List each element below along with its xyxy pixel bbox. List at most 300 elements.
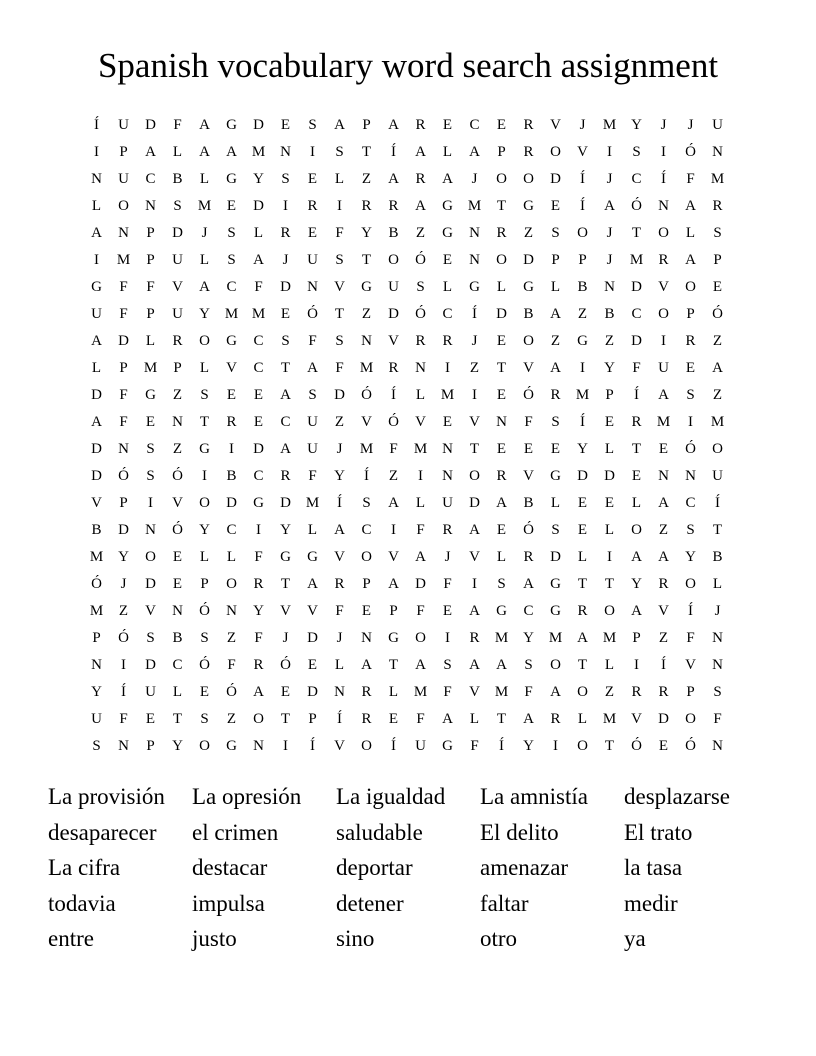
grid-cell[interactable]: L — [334, 657, 345, 673]
grid-cell[interactable]: J — [201, 225, 208, 241]
grid-cell[interactable]: C — [442, 306, 453, 322]
grid-cell[interactable]: Y — [361, 225, 372, 241]
grid-cell[interactable]: Ó — [631, 738, 642, 754]
grid-cell[interactable]: O — [118, 198, 129, 214]
grid-cell[interactable]: U — [91, 711, 102, 727]
grid-cell[interactable]: S — [308, 387, 317, 403]
grid-cell[interactable]: A — [469, 603, 480, 619]
grid-cell[interactable]: M — [224, 306, 239, 322]
grid-cell[interactable]: F — [119, 306, 128, 322]
grid-cell[interactable]: D — [658, 711, 669, 727]
grid-cell[interactable]: D — [145, 576, 156, 592]
grid-cell[interactable]: Y — [604, 360, 615, 376]
grid-cell[interactable]: B — [577, 279, 588, 295]
grid-cell[interactable]: J — [444, 549, 451, 565]
grid-cell[interactable]: N — [226, 603, 237, 619]
grid-cell[interactable]: I — [202, 468, 207, 484]
grid-cell[interactable]: V — [226, 360, 237, 376]
grid-cell[interactable]: G — [577, 333, 588, 349]
grid-cell[interactable]: C — [469, 117, 480, 133]
grid-cell[interactable]: T — [361, 252, 372, 268]
grid-cell[interactable]: L — [199, 171, 210, 187]
grid-cell[interactable]: I — [283, 198, 288, 214]
grid-cell[interactable]: O — [199, 738, 210, 754]
grid-cell[interactable]: A — [280, 387, 291, 403]
grid-cell[interactable]: C — [631, 306, 642, 322]
grid-cell[interactable]: G — [550, 603, 561, 619]
grid-cell[interactable]: A — [442, 171, 453, 187]
grid-cell[interactable]: A — [334, 522, 345, 538]
grid-cell[interactable]: V — [280, 603, 291, 619]
grid-cell[interactable]: G — [442, 738, 453, 754]
grid-cell[interactable]: A — [415, 198, 426, 214]
grid-cell[interactable]: A — [496, 657, 507, 673]
grid-cell[interactable]: P — [578, 252, 587, 268]
grid-cell[interactable]: J — [120, 576, 127, 592]
grid-cell[interactable]: I — [310, 144, 315, 160]
grid-cell[interactable]: F — [227, 657, 236, 673]
grid-cell[interactable]: B — [523, 495, 534, 511]
grid-cell[interactable]: J — [687, 117, 694, 133]
grid-cell[interactable]: F — [119, 279, 128, 295]
grid-cell[interactable]: R — [388, 360, 399, 376]
grid-cell[interactable]: V — [307, 603, 318, 619]
grid-cell[interactable]: D — [496, 306, 507, 322]
grid-cell[interactable]: U — [388, 279, 399, 295]
grid-cell[interactable]: Ó — [685, 738, 696, 754]
grid-cell[interactable]: Ó — [199, 603, 210, 619]
grid-cell[interactable]: G — [469, 279, 480, 295]
grid-cell[interactable]: O — [685, 576, 696, 592]
grid-cell[interactable]: L — [577, 711, 588, 727]
grid-cell[interactable]: N — [361, 630, 372, 646]
grid-cell[interactable]: U — [145, 684, 156, 700]
grid-cell[interactable]: N — [712, 657, 723, 673]
grid-cell[interactable]: Z — [415, 225, 426, 241]
grid-cell[interactable]: Í — [391, 387, 396, 403]
grid-cell[interactable]: E — [496, 441, 507, 457]
grid-cell[interactable]: Z — [577, 306, 588, 322]
grid-cell[interactable]: P — [146, 738, 155, 754]
grid-cell[interactable]: E — [307, 657, 318, 673]
grid-cell[interactable]: T — [577, 576, 588, 592]
grid-cell[interactable]: A — [361, 657, 372, 673]
grid-cell[interactable]: R — [631, 684, 642, 700]
grid-cell[interactable]: R — [307, 198, 318, 214]
grid-cell[interactable]: S — [146, 630, 155, 646]
grid-cell[interactable]: V — [577, 144, 588, 160]
grid-cell[interactable]: F — [335, 225, 344, 241]
grid-cell[interactable]: P — [686, 306, 695, 322]
grid-cell[interactable]: R — [658, 252, 669, 268]
grid-cell[interactable]: M — [629, 252, 644, 268]
grid-cell[interactable]: L — [712, 576, 723, 592]
grid-cell[interactable]: Í — [337, 495, 342, 511]
grid-cell[interactable]: V — [469, 549, 480, 565]
grid-cell[interactable]: F — [254, 630, 263, 646]
grid-cell[interactable]: A — [496, 495, 507, 511]
grid-cell[interactable]: L — [226, 549, 237, 565]
grid-cell[interactable]: E — [685, 360, 696, 376]
grid-cell[interactable]: Ó — [712, 306, 723, 322]
grid-cell[interactable]: D — [145, 657, 156, 673]
grid-cell[interactable]: A — [415, 144, 426, 160]
grid-cell[interactable]: J — [714, 603, 721, 619]
grid-cell[interactable]: R — [415, 333, 426, 349]
grid-cell[interactable]: Z — [226, 630, 237, 646]
grid-cell[interactable]: F — [308, 333, 317, 349]
grid-cell[interactable]: V — [334, 279, 345, 295]
grid-cell[interactable]: A — [712, 360, 723, 376]
grid-cell[interactable]: O — [577, 684, 588, 700]
grid-cell[interactable]: S — [281, 171, 290, 187]
grid-cell[interactable]: R — [550, 711, 561, 727]
grid-cell[interactable]: Z — [226, 711, 237, 727]
grid-cell[interactable]: T — [388, 657, 399, 673]
grid-cell[interactable]: T — [712, 522, 723, 538]
grid-cell[interactable]: M — [413, 684, 428, 700]
grid-cell[interactable]: S — [524, 657, 533, 673]
grid-cell[interactable]: F — [632, 360, 641, 376]
grid-cell[interactable]: E — [199, 684, 210, 700]
grid-cell[interactable]: P — [200, 576, 209, 592]
grid-cell[interactable]: Ó — [280, 657, 291, 673]
grid-cell[interactable]: Y — [118, 549, 129, 565]
grid-cell[interactable]: Í — [715, 495, 720, 511]
grid-cell[interactable]: J — [336, 441, 343, 457]
grid-cell[interactable]: R — [361, 711, 372, 727]
grid-cell[interactable]: Y — [631, 576, 642, 592]
grid-cell[interactable]: U — [415, 738, 426, 754]
grid-cell[interactable]: I — [94, 144, 99, 160]
grid-cell[interactable]: P — [497, 144, 506, 160]
grid-cell[interactable]: F — [254, 549, 263, 565]
grid-cell[interactable]: R — [442, 522, 453, 538]
grid-cell[interactable]: V — [550, 117, 561, 133]
grid-cell[interactable]: U — [658, 360, 669, 376]
grid-cell[interactable]: O — [496, 252, 507, 268]
grid-cell[interactable]: C — [280, 414, 291, 430]
grid-cell[interactable]: O — [253, 711, 264, 727]
grid-cell[interactable]: V — [658, 279, 669, 295]
grid-cell[interactable]: A — [199, 144, 210, 160]
grid-cell[interactable]: P — [119, 144, 128, 160]
grid-cell[interactable]: G — [361, 279, 372, 295]
grid-cell[interactable]: F — [470, 738, 479, 754]
grid-cell[interactable]: J — [606, 171, 613, 187]
grid-cell[interactable]: Ó — [226, 684, 237, 700]
grid-cell[interactable]: R — [172, 333, 183, 349]
grid-cell[interactable]: O — [631, 522, 642, 538]
grid-cell[interactable]: N — [91, 657, 102, 673]
grid-cell[interactable]: D — [280, 279, 291, 295]
grid-cell[interactable]: R — [496, 468, 507, 484]
grid-cell[interactable]: R — [523, 117, 534, 133]
grid-cell[interactable]: A — [388, 117, 399, 133]
grid-cell[interactable]: C — [631, 171, 642, 187]
grid-cell[interactable]: R — [280, 225, 291, 241]
grid-cell[interactable]: I — [391, 522, 396, 538]
grid-cell[interactable]: Z — [604, 684, 615, 700]
grid-cell[interactable]: S — [686, 522, 695, 538]
grid-cell[interactable]: M — [548, 630, 563, 646]
grid-cell[interactable]: V — [469, 684, 480, 700]
grid-cell[interactable]: Ó — [415, 306, 426, 322]
grid-cell[interactable]: R — [226, 414, 237, 430]
grid-cell[interactable]: D — [334, 387, 345, 403]
grid-cell[interactable]: V — [145, 603, 156, 619]
grid-cell[interactable]: V — [361, 414, 372, 430]
grid-cell[interactable]: O — [199, 495, 210, 511]
grid-cell[interactable]: A — [91, 414, 102, 430]
grid-cell[interactable]: F — [119, 414, 128, 430]
grid-cell[interactable]: J — [471, 333, 478, 349]
grid-cell[interactable]: J — [336, 630, 343, 646]
grid-cell[interactable]: C — [361, 522, 372, 538]
grid-cell[interactable]: G — [226, 738, 237, 754]
grid-cell[interactable]: T — [280, 360, 291, 376]
grid-cell[interactable]: A — [334, 117, 345, 133]
grid-cell[interactable]: Í — [580, 198, 585, 214]
grid-cell[interactable]: L — [496, 549, 507, 565]
grid-cell[interactable]: L — [91, 198, 102, 214]
grid-cell[interactable]: Z — [604, 333, 615, 349]
grid-cell[interactable]: T — [496, 360, 507, 376]
grid-cell[interactable]: F — [524, 414, 533, 430]
grid-cell[interactable]: O — [145, 549, 156, 565]
grid-cell[interactable]: A — [469, 144, 480, 160]
grid-cell[interactable]: Y — [253, 171, 264, 187]
grid-cell[interactable]: Ó — [631, 198, 642, 214]
grid-cell[interactable]: G — [550, 576, 561, 592]
grid-cell[interactable]: D — [118, 522, 129, 538]
grid-cell[interactable]: E — [280, 117, 291, 133]
grid-cell[interactable]: L — [577, 549, 588, 565]
grid-cell[interactable]: F — [119, 711, 128, 727]
grid-cell[interactable]: M — [710, 171, 725, 187]
grid-cell[interactable]: U — [118, 117, 129, 133]
grid-cell[interactable]: E — [496, 387, 507, 403]
grid-cell[interactable]: F — [308, 468, 317, 484]
grid-cell[interactable]: P — [389, 603, 398, 619]
grid-cell[interactable]: J — [579, 117, 586, 133]
grid-cell[interactable]: A — [469, 657, 480, 673]
grid-cell[interactable]: N — [172, 414, 183, 430]
grid-cell[interactable]: S — [146, 468, 155, 484]
grid-cell[interactable]: S — [227, 252, 236, 268]
grid-cell[interactable]: E — [307, 225, 318, 241]
grid-cell[interactable]: Z — [334, 414, 345, 430]
grid-cell[interactable]: F — [443, 684, 452, 700]
grid-cell[interactable]: S — [200, 711, 209, 727]
grid-cell[interactable]: R — [361, 684, 372, 700]
grid-cell[interactable]: P — [713, 252, 722, 268]
grid-cell[interactable]: B — [172, 171, 183, 187]
grid-cell[interactable]: G — [307, 549, 318, 565]
grid-cell[interactable]: N — [604, 279, 615, 295]
grid-cell[interactable]: N — [442, 468, 453, 484]
grid-cell[interactable]: P — [605, 387, 614, 403]
grid-cell[interactable]: V — [172, 495, 183, 511]
grid-cell[interactable]: F — [335, 603, 344, 619]
grid-cell[interactable]: B — [172, 630, 183, 646]
grid-cell[interactable]: V — [523, 468, 534, 484]
grid-cell[interactable]: L — [91, 360, 102, 376]
grid-cell[interactable]: D — [604, 468, 615, 484]
grid-cell[interactable]: I — [121, 657, 126, 673]
grid-cell[interactable]: M — [251, 144, 266, 160]
grid-cell[interactable]: D — [307, 630, 318, 646]
grid-cell[interactable]: T — [631, 441, 642, 457]
grid-cell[interactable]: R — [631, 414, 642, 430]
grid-cell[interactable]: S — [551, 522, 560, 538]
grid-cell[interactable]: Ó — [307, 306, 318, 322]
grid-cell[interactable]: Y — [334, 468, 345, 484]
grid-cell[interactable]: S — [92, 738, 101, 754]
grid-cell[interactable]: Z — [712, 333, 723, 349]
grid-cell[interactable]: F — [416, 522, 425, 538]
grid-cell[interactable]: E — [226, 387, 237, 403]
grid-cell[interactable]: U — [307, 252, 318, 268]
grid-cell[interactable]: C — [523, 603, 534, 619]
grid-cell[interactable]: I — [607, 144, 612, 160]
grid-cell[interactable]: A — [469, 522, 480, 538]
grid-cell[interactable]: D — [415, 576, 426, 592]
grid-cell[interactable]: F — [146, 279, 155, 295]
grid-cell[interactable]: E — [307, 171, 318, 187]
grid-cell[interactable]: F — [713, 711, 722, 727]
grid-cell[interactable]: I — [283, 738, 288, 754]
grid-cell[interactable]: F — [686, 630, 695, 646]
grid-cell[interactable]: D — [469, 495, 480, 511]
grid-cell[interactable]: J — [606, 225, 613, 241]
grid-cell[interactable]: F — [335, 360, 344, 376]
grid-cell[interactable]: N — [712, 738, 723, 754]
grid-cell[interactable]: N — [253, 738, 264, 754]
grid-cell[interactable]: V — [631, 711, 642, 727]
grid-cell[interactable]: I — [661, 333, 666, 349]
grid-cell[interactable]: P — [632, 630, 641, 646]
grid-cell[interactable]: S — [173, 198, 182, 214]
grid-cell[interactable]: S — [551, 414, 560, 430]
grid-cell[interactable]: Í — [391, 144, 396, 160]
grid-cell[interactable]: A — [631, 603, 642, 619]
grid-cell[interactable]: A — [388, 171, 399, 187]
grid-cell[interactable]: S — [200, 387, 209, 403]
grid-cell[interactable]: R — [469, 630, 480, 646]
grid-cell[interactable]: E — [577, 522, 588, 538]
grid-cell[interactable]: T — [604, 738, 615, 754]
grid-cell[interactable]: S — [146, 441, 155, 457]
grid-cell[interactable]: G — [442, 225, 453, 241]
grid-cell[interactable]: S — [308, 117, 317, 133]
grid-cell[interactable]: A — [388, 576, 399, 592]
grid-cell[interactable]: Z — [118, 603, 129, 619]
grid-cell[interactable]: M — [494, 684, 509, 700]
grid-cell[interactable]: L — [415, 387, 426, 403]
grid-cell[interactable]: Í — [580, 171, 585, 187]
grid-cell[interactable]: A — [199, 117, 210, 133]
grid-cell[interactable]: V — [334, 549, 345, 565]
grid-cell[interactable]: N — [118, 225, 129, 241]
grid-cell[interactable]: E — [442, 414, 453, 430]
grid-cell[interactable]: U — [172, 306, 183, 322]
grid-cell[interactable]: Í — [472, 306, 477, 322]
grid-cell[interactable]: S — [281, 333, 290, 349]
grid-cell[interactable]: V — [685, 657, 696, 673]
grid-cell[interactable]: A — [415, 657, 426, 673]
grid-cell[interactable]: I — [445, 360, 450, 376]
grid-cell[interactable]: Í — [688, 603, 693, 619]
grid-cell[interactable]: L — [199, 360, 210, 376]
grid-cell[interactable]: A — [253, 684, 264, 700]
grid-cell[interactable]: Ó — [172, 522, 183, 538]
grid-cell[interactable]: L — [631, 495, 642, 511]
grid-cell[interactable]: O — [658, 225, 669, 241]
grid-cell[interactable]: L — [604, 522, 615, 538]
grid-cell[interactable]: I — [472, 576, 477, 592]
grid-cell[interactable]: R — [334, 576, 345, 592]
grid-cell[interactable]: S — [200, 630, 209, 646]
grid-cell[interactable]: E — [712, 279, 723, 295]
grid-cell[interactable]: L — [172, 144, 183, 160]
grid-cell[interactable]: V — [388, 333, 399, 349]
grid-cell[interactable]: E — [172, 576, 183, 592]
grid-cell[interactable]: S — [227, 225, 236, 241]
grid-cell[interactable]: A — [523, 711, 534, 727]
grid-cell[interactable]: N — [118, 738, 129, 754]
grid-cell[interactable]: Y — [577, 441, 588, 457]
grid-cell[interactable]: R — [415, 171, 426, 187]
grid-cell[interactable]: O — [658, 306, 669, 322]
grid-cell[interactable]: T — [334, 306, 345, 322]
grid-cell[interactable]: T — [604, 576, 615, 592]
grid-cell[interactable]: D — [91, 441, 102, 457]
grid-cell[interactable]: A — [280, 441, 291, 457]
grid-cell[interactable]: N — [280, 144, 291, 160]
grid-cell[interactable]: O — [550, 657, 561, 673]
grid-cell[interactable]: M — [602, 711, 617, 727]
grid-cell[interactable]: M — [602, 117, 617, 133]
grid-cell[interactable]: V — [469, 414, 480, 430]
grid-cell[interactable]: Ó — [91, 576, 102, 592]
grid-cell[interactable]: A — [685, 252, 696, 268]
grid-cell[interactable]: G — [145, 387, 156, 403]
grid-cell[interactable]: G — [523, 198, 534, 214]
grid-cell[interactable]: O — [685, 279, 696, 295]
grid-cell[interactable]: I — [661, 144, 666, 160]
grid-cell[interactable]: F — [686, 171, 695, 187]
grid-cell[interactable]: R — [253, 657, 264, 673]
grid-cell[interactable]: I — [148, 495, 153, 511]
grid-cell[interactable]: C — [145, 171, 156, 187]
grid-cell[interactable]: Í — [310, 738, 315, 754]
grid-cell[interactable]: S — [686, 387, 695, 403]
grid-cell[interactable]: L — [550, 279, 561, 295]
grid-cell[interactable]: O — [496, 171, 507, 187]
grid-cell[interactable]: E — [604, 495, 615, 511]
grid-cell[interactable]: T — [280, 711, 291, 727]
grid-cell[interactable]: Y — [172, 738, 183, 754]
grid-cell[interactable]: M — [359, 360, 374, 376]
grid-cell[interactable]: Z — [712, 387, 723, 403]
grid-cell[interactable]: Y — [199, 522, 210, 538]
grid-cell[interactable]: J — [471, 171, 478, 187]
grid-cell[interactable]: M — [440, 387, 455, 403]
grid-cell[interactable]: Z — [172, 387, 183, 403]
grid-cell[interactable]: E — [631, 468, 642, 484]
grid-cell[interactable]: G — [388, 630, 399, 646]
